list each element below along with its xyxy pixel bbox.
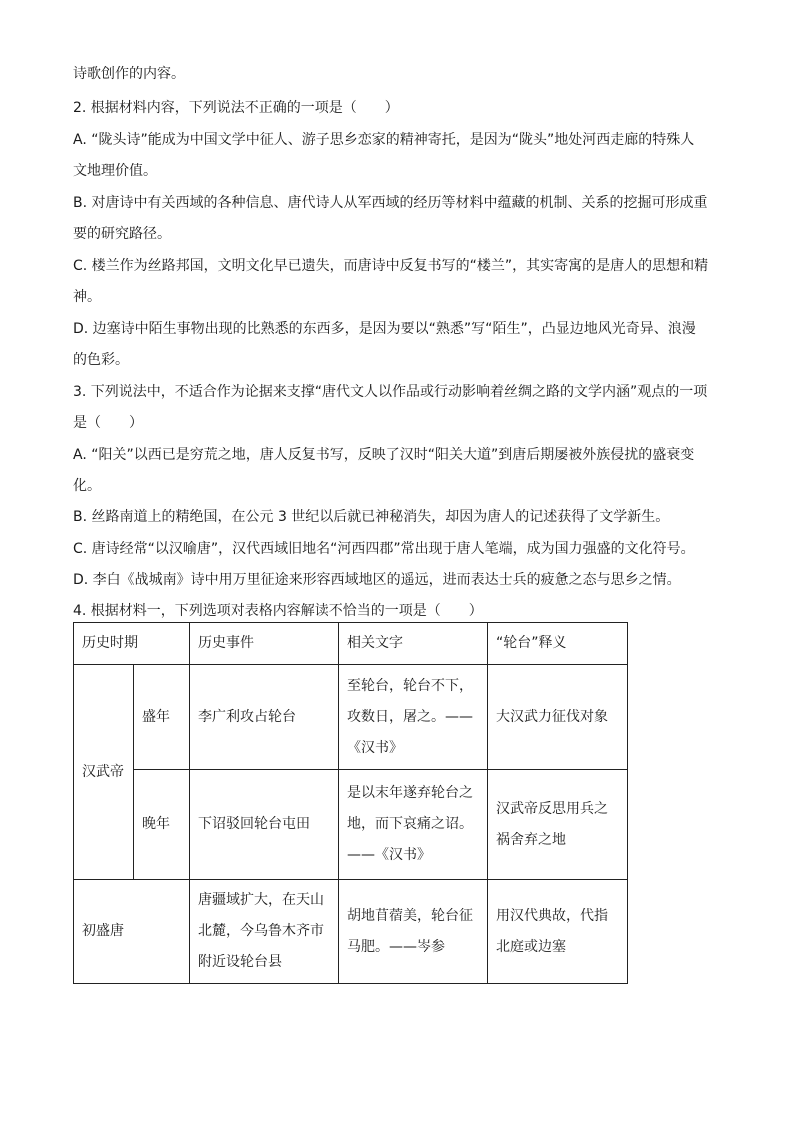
table-header-row bbox=[74, 623, 628, 665]
option-2a-line2: 文地理价值。 bbox=[73, 163, 157, 179]
option-2a-line1: A. “陇头诗”能成为中国文学中征人、游子思乡恋家的精神寄托，是因为“陇头”地处河西走廊的特殊人 bbox=[73, 132, 695, 148]
text-line: ——《汉书》 bbox=[347, 847, 431, 863]
meaning-cell bbox=[488, 665, 628, 770]
period-cell: 晚年 bbox=[134, 770, 190, 880]
event-cell bbox=[190, 770, 339, 880]
question-3-line2: 是（ ） bbox=[73, 415, 143, 431]
text-line: 是以末年遂弃轮台之 bbox=[347, 785, 473, 801]
table-row bbox=[74, 880, 628, 984]
option-2c-line2: 神。 bbox=[73, 289, 101, 305]
option-2b-line1: B. 对唐诗中有关西域的各种信息、唐代诗人从军西域的经历等材料中蕴藏的机制、关系的挖掘可形成重 bbox=[73, 195, 708, 211]
event-line: 下诏驳回轮台屯田 bbox=[198, 816, 310, 832]
period-group-hanwudi: 汉武帝 bbox=[74, 665, 134, 880]
header-period: 历史时期 bbox=[74, 623, 190, 665]
meaning-line: 汉武帝反思用兵之 bbox=[496, 800, 608, 817]
text-line: 攻数日，屠之。—— bbox=[347, 708, 473, 725]
option-3c: C. 唐诗经常“以汉喻唐”，汉代西域旧地名“河西四郡”常出现于唐人笔端，成为国力强盛的文化符号。 bbox=[73, 541, 695, 557]
text-cell bbox=[339, 665, 488, 770]
question-3-line1: 3. 下列说法中，不适合作为论据来支撑“唐代文人以作品或行动影响着丝绸之路的文学内涵”观点的一项 bbox=[73, 384, 708, 400]
period-group-chushengtang: 初盛唐 bbox=[74, 880, 190, 984]
text-line: 地，而下哀痛之诏。 bbox=[347, 816, 473, 832]
meaning-cell bbox=[488, 880, 628, 984]
event-line: 唐疆域扩大，在天山 bbox=[198, 892, 324, 908]
header-event: 历史事件 bbox=[190, 623, 339, 665]
option-2d-line2: 的色彩。 bbox=[73, 352, 129, 368]
option-2b-line2: 要的研究路径。 bbox=[73, 226, 171, 242]
text-line: 诗歌创作的内容。 bbox=[73, 66, 185, 82]
text-line: 胡地苜蓿美，轮台征 bbox=[347, 907, 473, 924]
period-cell: 盛年 bbox=[134, 665, 190, 770]
event-cell bbox=[190, 665, 339, 770]
option-3d: D. 李白《战城南》诗中用万里征途来形容西域地区的遥远，进而表达士兵的疲惫之态与思乡之情。 bbox=[73, 572, 681, 588]
event-cell bbox=[190, 880, 339, 984]
table-row bbox=[74, 665, 628, 770]
event-line: 北麓，今乌鲁木齐市 bbox=[198, 923, 324, 939]
text-line: 《汉书》 bbox=[347, 739, 403, 756]
option-2d-line1: D. 边塞诗中陌生事物出现的比熟悉的东西多，是因为要以“熟悉”写“陌生”，凸显边地风光奇异、浪漫 bbox=[73, 321, 696, 337]
option-2c-line1: C. 楼兰作为丝路邦国，文明文化早已遗失，而唐诗中反复书写的“楼兰”，其实寄寓的是唐人的思想和精 bbox=[73, 258, 709, 274]
table-row bbox=[74, 770, 628, 880]
option-3a-line1: A. “阳关”以西已是穷荒之地，唐人反复书写，反映了汉时“阳关大道”到唐后期屡被外族侵扰的盛衰变 bbox=[73, 447, 695, 463]
meaning-line: 用汉代典故，代指 bbox=[496, 907, 608, 924]
option-3a-line2: 化。 bbox=[73, 478, 101, 494]
text-line: 马肥。——岑参 bbox=[347, 938, 445, 955]
text-cell bbox=[339, 880, 488, 984]
meaning-line: 北庭或边塞 bbox=[496, 938, 566, 955]
question-2: 2. 根据材料内容，下列说法不正确的一项是（ ） bbox=[73, 100, 399, 116]
header-text: 相关文字 bbox=[339, 623, 488, 665]
text-cell bbox=[339, 770, 488, 880]
lunatai-table bbox=[73, 622, 628, 984]
option-3b: B. 丝路南道上的精绝国，在公元 3 世纪以后就已神秘消失，却因为唐人的记述获得了文学新生。 bbox=[73, 509, 670, 525]
meaning-cell bbox=[488, 770, 628, 880]
header-meaning: “轮台”释义 bbox=[488, 623, 628, 665]
question-4: 4. 根据材料一，下列选项对表格内容解读不恰当的一项是（ ） bbox=[73, 603, 483, 619]
event-line: 附近设轮台县 bbox=[198, 954, 282, 970]
event-line: 李广利攻占轮台 bbox=[198, 708, 296, 725]
text-line: 至轮台，轮台不下， bbox=[347, 677, 473, 694]
meaning-line: 祸舍弃之地 bbox=[496, 831, 566, 848]
meaning-line: 大汉武力征伐对象 bbox=[496, 708, 608, 725]
